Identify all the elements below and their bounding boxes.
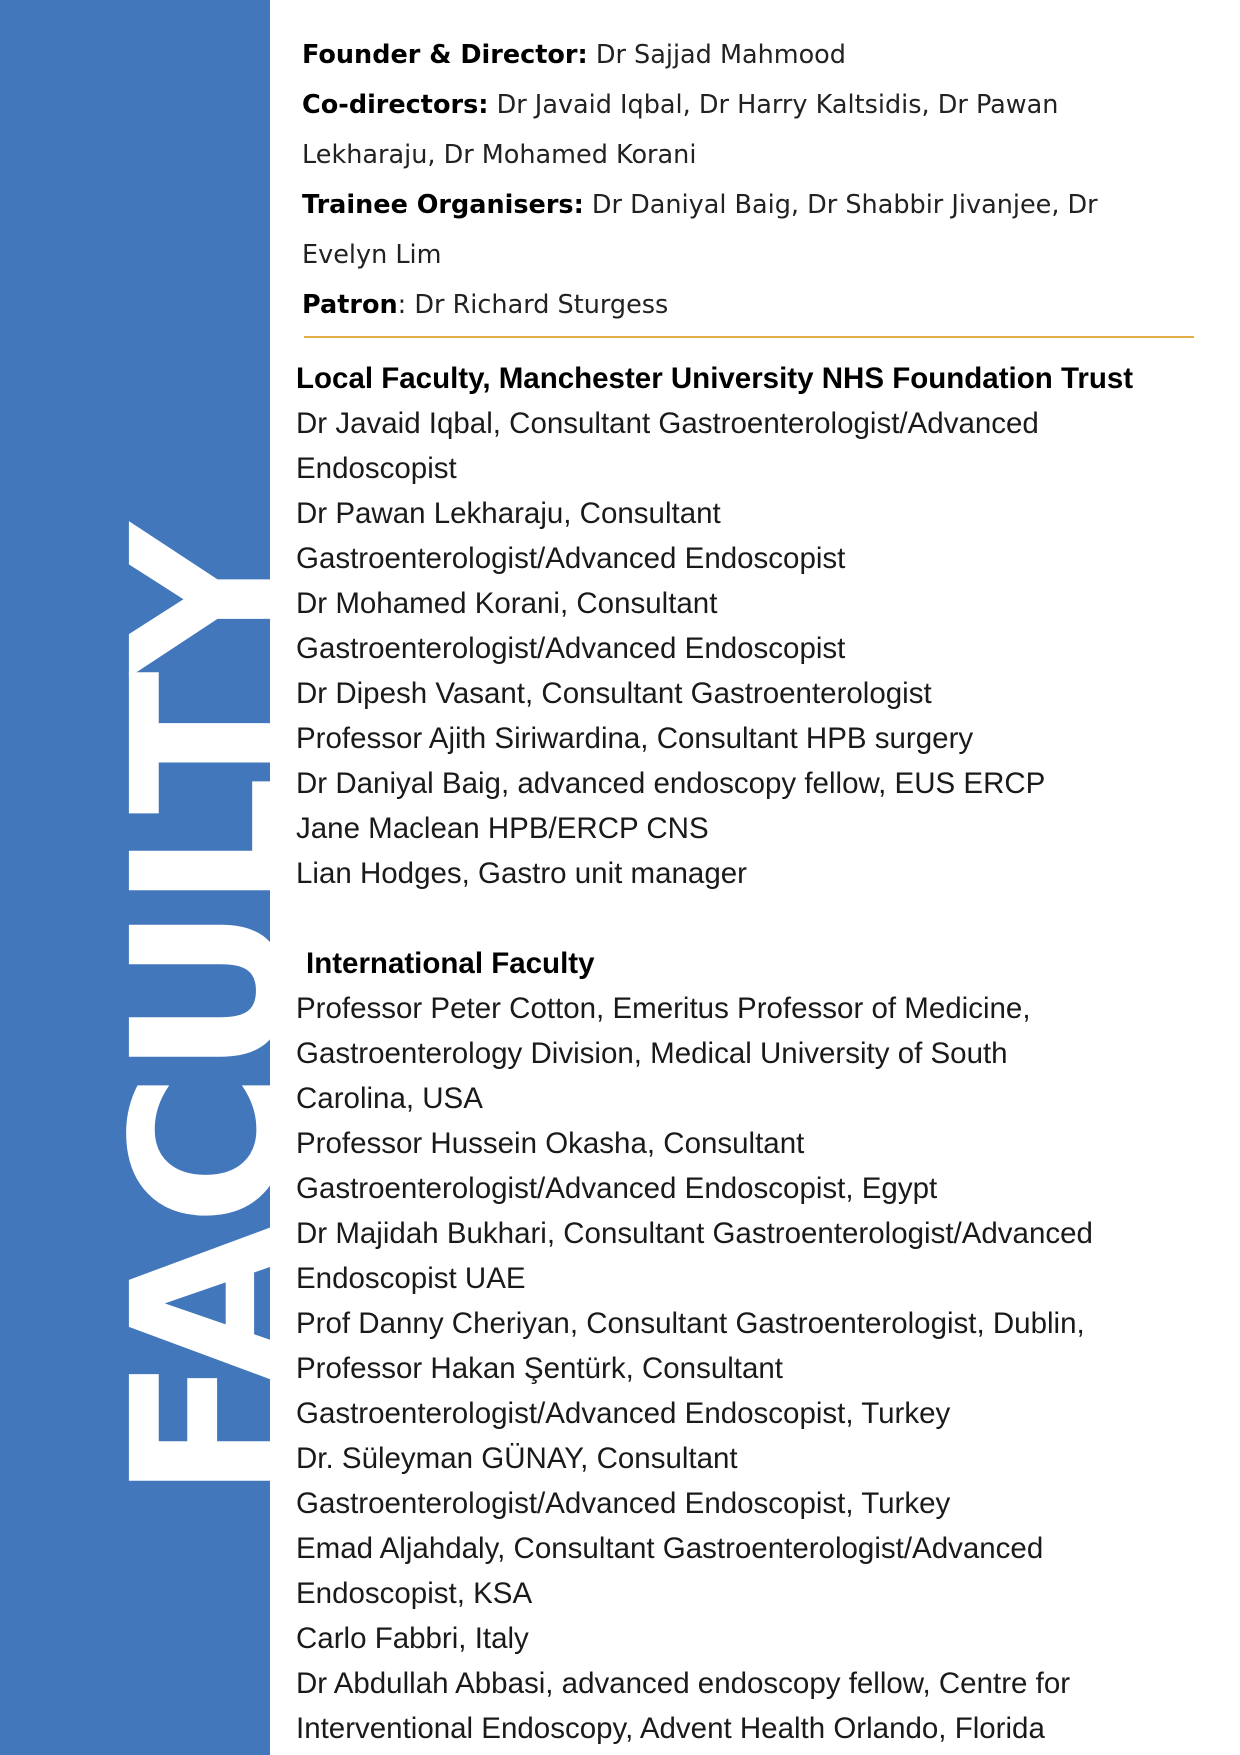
faculty-entry: Interventional Endoscopy, Advent Health Orlando, Florida xyxy=(296,1712,1045,1745)
codirectors-line-cont: Lekharaju, Dr Mohamed Korani xyxy=(302,140,697,170)
faculty-entry: Professor Peter Cotton, Emeritus Professor of Medicine, xyxy=(296,992,1031,1025)
local-faculty-list xyxy=(296,401,1230,896)
codirectors-value: Dr Javaid Iqbal, Dr Harry Kaltsidis, Dr Pawan xyxy=(488,90,1059,120)
codirectors-line xyxy=(302,80,1222,130)
side-band xyxy=(0,0,332,1755)
vertical-title: FACULTY xyxy=(87,527,332,1500)
faculty-entry: Gastroenterologist/Advanced Endoscopist, Egypt xyxy=(296,1172,938,1205)
faculty-entry: Dr Pawan Lekharaju, Consultant xyxy=(296,497,721,530)
faculty-entry: Gastroenterology Division, Medical University of South xyxy=(296,1037,1008,1070)
faculty-entry: Emad Aljahdaly, Consultant Gastroenterologist/Advanced xyxy=(296,1532,1044,1565)
faculty-entry: Gastroenterologist/Advanced Endoscopist xyxy=(296,632,846,665)
faculty-entry: Dr Javaid Iqbal, Consultant Gastroenterologist/Advanced xyxy=(296,407,1039,440)
faculty-entry: Endoscopist xyxy=(296,452,457,485)
leadership-block xyxy=(302,30,1222,330)
faculty-entry: Dr Dipesh Vasant, Consultant Gastroenterologist xyxy=(296,677,932,710)
founder-value: Dr Sajjad Mahmood xyxy=(587,40,846,70)
faculty-entry: Dr Mohamed Korani, Consultant xyxy=(296,587,718,620)
section-divider xyxy=(304,336,1194,338)
faculty-entry: Prof Danny Cheriyan, Consultant Gastroenterologist, Dublin, xyxy=(296,1307,1085,1340)
faculty-entry: Professor Hussein Okasha, Consultant xyxy=(296,1127,805,1160)
faculty-entry: Dr Daniyal Baig, advanced endoscopy fellow, EUS ERCP xyxy=(296,767,1046,800)
international-faculty-heading: International Faculty xyxy=(306,947,595,980)
faculty-entry: Gastroenterologist/Advanced Endoscopist, Turkey xyxy=(296,1487,951,1520)
faculty-entry: Dr. Süleyman GÜNAY, Consultant xyxy=(296,1442,738,1475)
international-faculty-list xyxy=(296,986,1230,1751)
faculty-entry: Lian Hodges, Gastro unit manager xyxy=(296,857,747,890)
trainee-value: Dr Daniyal Baig, Dr Shabbir Jivanjee, Dr xyxy=(583,190,1098,220)
faculty-entry: Gastroenterologist/Advanced Endoscopist, Turkey xyxy=(296,1397,951,1430)
faculty-entry: Carlo Fabbri, Italy xyxy=(296,1622,529,1655)
faculty-entry: Professor Hakan Şentürk, Consultant xyxy=(296,1352,783,1385)
faculty-entry: Dr Majidah Bukhari, Consultant Gastroenterologist/Advanced xyxy=(296,1217,1093,1250)
codirectors-label: Co-directors: xyxy=(302,90,489,120)
faculty-entry: Jane Maclean HPB/ERCP CNS xyxy=(296,812,709,845)
local-faculty-section xyxy=(296,356,1230,896)
faculty-entry: Carolina, USA xyxy=(296,1082,483,1115)
faculty-entry: Endoscopist UAE xyxy=(296,1262,526,1295)
faculty-entry: Endoscopist, KSA xyxy=(296,1577,533,1610)
trainee-line-cont: Evelyn Lim xyxy=(302,240,442,270)
local-faculty-heading: Local Faculty, Manchester University NHS Foundation Trust xyxy=(296,362,1134,395)
patron-line xyxy=(302,280,1222,330)
trainee-label: Trainee Organisers: xyxy=(302,190,584,220)
international-faculty-section xyxy=(296,941,1230,1751)
founder-label: Founder & Director: xyxy=(302,40,588,70)
faculty-entry: Professor Ajith Siriwardina, Consultant HPB surgery xyxy=(296,722,974,755)
patron-value: : Dr Richard Sturgess xyxy=(397,290,669,320)
patron-label: Patron xyxy=(302,290,398,320)
faculty-entry: Gastroenterologist/Advanced Endoscopist xyxy=(296,542,846,575)
trainee-line xyxy=(302,180,1222,230)
founder-line xyxy=(302,30,1222,80)
faculty-entry: Dr Abdullah Abbasi, advanced endoscopy fellow, Centre for xyxy=(296,1667,1071,1700)
